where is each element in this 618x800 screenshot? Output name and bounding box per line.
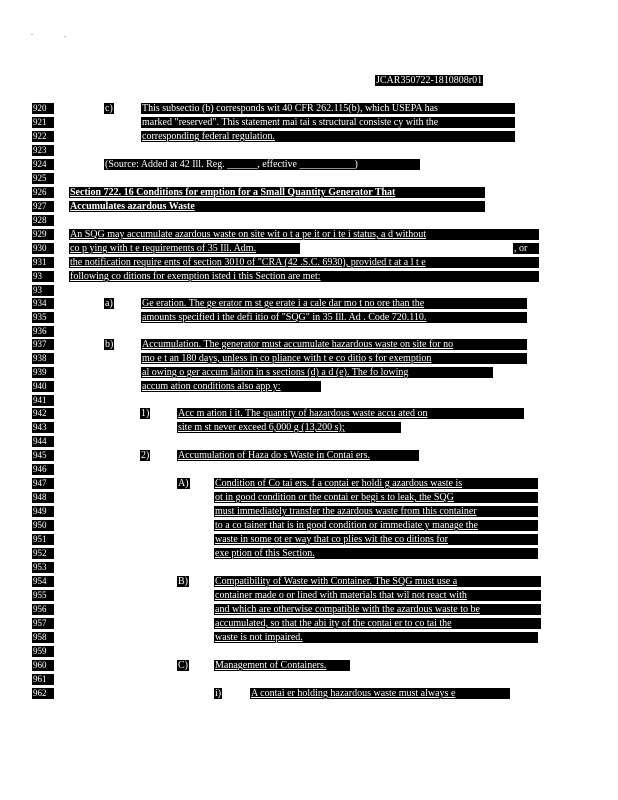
line-number: 953 [32, 562, 54, 573]
paragraph-line: marked "reserved". This statement mai tai s structural consiste cy with the [141, 117, 515, 128]
paragraph-line: site m st never exceed 6,000 g (13,200 s); [177, 422, 401, 433]
line-number: 938 [32, 353, 54, 364]
paragraph-line: amounts specified i the defi itio of "SQG" in 35 Ill. Ad . Code 720.110. [141, 312, 527, 323]
item-label-i: i) [215, 688, 222, 699]
line-number: 958 [32, 632, 54, 643]
source-note: (Source: Added at 42 Ill. Reg. ______, effective ___________) [104, 159, 420, 170]
section-heading: Accumulates azardous Waste [69, 201, 485, 212]
line-number: 951 [32, 534, 54, 545]
paragraph-line: container made o or lined with materials that wil not react with [214, 590, 541, 601]
line-number: 954 [32, 576, 54, 587]
intro-line: following co ditions for exemption isted i this Section are met: [69, 271, 539, 282]
paragraph-line: must immediately transfer the azardous waste from this container [214, 506, 538, 517]
line-number: 944 [32, 436, 54, 447]
document-id: JCAR350722-1810808r01 [376, 75, 483, 86]
line-number: 943 [32, 422, 54, 433]
paragraph-line: waste is not impaired. [214, 632, 538, 643]
paragraph-line: Compatibility of Waste with Container. The SQG must use a [214, 576, 541, 587]
line-number: 924 [32, 159, 54, 170]
line-number: 960 [32, 660, 54, 671]
scan-speck [31, 34, 33, 35]
line-number: 934 [32, 298, 54, 309]
line-number: 959 [32, 646, 54, 657]
line-number: 922 [32, 131, 54, 142]
line-number: 939 [32, 367, 54, 378]
line-number: 921 [32, 117, 54, 128]
line-number: 928 [32, 215, 54, 226]
paragraph-line: This subsectio (b) corresponds wit 40 CFR 262.115(b), which USEPA has [141, 103, 515, 114]
line-number: 93 [32, 285, 54, 296]
line-number: 926 [32, 187, 54, 198]
paragraph-line: accum ation conditions also app y: [141, 381, 321, 392]
line-number: 956 [32, 604, 54, 615]
line-number: 937 [32, 339, 54, 350]
redaction-box [300, 243, 513, 254]
line-number: 929 [32, 229, 54, 240]
paragraph-line: Accumulation of Haza do s Waste in Contai ers. [177, 450, 419, 461]
line-number: 949 [32, 506, 54, 517]
line-number: 925 [32, 173, 54, 184]
paragraph-line: waste in some ot er way that co plies wit the co ditions for [214, 534, 538, 545]
paragraph-line: and which are otherwise compatible with the azardous waste to be [214, 604, 541, 615]
line-number: 945 [32, 450, 54, 461]
paragraph-line: to a co tainer that is in good condition or immediate y manage the [214, 520, 538, 531]
intro-line-end: , or [514, 243, 528, 254]
intro-line: An SQG may accumulate azardous waste on site wit o t a pe it or i te i status, a d without [69, 229, 539, 240]
line-number: 93 [32, 271, 54, 282]
paragraph-line: Accumulation. The generator must accumulate hazardous waste on site for no [141, 339, 527, 350]
line-number: 940 [32, 381, 54, 392]
intro-line-text: co p ying with t e requirements of 35 Ill. Adm. [70, 243, 257, 254]
line-number: 957 [32, 618, 54, 629]
line-number: 946 [32, 464, 54, 475]
paragraph-line: Acc m ation i it. The quantity of hazardous waste accu ated on [177, 408, 524, 419]
paragraph-line: mo e t an 180 days, unless in co pliance with t e co ditio s for exemption [141, 353, 527, 364]
line-number: 941 [32, 395, 54, 406]
line-number: 961 [32, 674, 54, 685]
paragraph-line: A contai er holding hazardous waste must always e [250, 688, 510, 699]
line-number: 950 [32, 520, 54, 531]
paragraph-line: accumulated, so that the abi ity of the contai er to co tai the [214, 618, 541, 629]
paragraph-line: corresponding federal regulation. [141, 131, 515, 142]
paragraph-line: Ge eration. The ge erator m st ge erate i a cale dar mo t no ore than the [141, 298, 527, 309]
paragraph-line: Condition of Co tai ers. f a contai er holdi g azardous waste is [214, 478, 538, 489]
item-label-A: A) [178, 478, 189, 489]
line-number: 927 [32, 201, 54, 212]
line-number: 935 [32, 312, 54, 323]
item-label-C: C) [178, 660, 188, 671]
line-number: 955 [32, 590, 54, 601]
paragraph-line: exe ption of this Section. [214, 548, 538, 559]
paragraph-line: ot in good condition or the contai er begi s to leak, the SQG [214, 492, 538, 503]
line-number: 930 [32, 243, 54, 254]
line-number: 952 [32, 548, 54, 559]
scan-speck [64, 36, 66, 37]
paragraph-line: Management of Containers. [214, 660, 350, 671]
intro-line: the notification require ents of section 3010 of "CRA (42 .S.C. 6930), provided t at a l t e [69, 257, 539, 268]
line-number: 942 [32, 408, 54, 419]
item-label-2: 2) [141, 450, 150, 461]
line-number: 923 [32, 145, 54, 156]
line-number: 931 [32, 257, 54, 268]
line-number: 936 [32, 326, 54, 337]
item-label-a: a) [105, 298, 113, 309]
item-label-1: 1) [141, 408, 150, 419]
item-label-B: B) [178, 576, 188, 587]
item-label-b: b) [105, 339, 114, 350]
item-label-c: c) [105, 103, 113, 114]
line-number: 920 [32, 103, 54, 114]
section-heading: Section 722. 16 Conditions for emption for a Small Quantity Generator That [69, 187, 485, 198]
line-number: 948 [32, 492, 54, 503]
line-number: 947 [32, 478, 54, 489]
line-number: 962 [32, 688, 54, 699]
paragraph-line: al owing o ger accum lation in s sections (d) a d (e). The fo lowing [141, 367, 493, 378]
